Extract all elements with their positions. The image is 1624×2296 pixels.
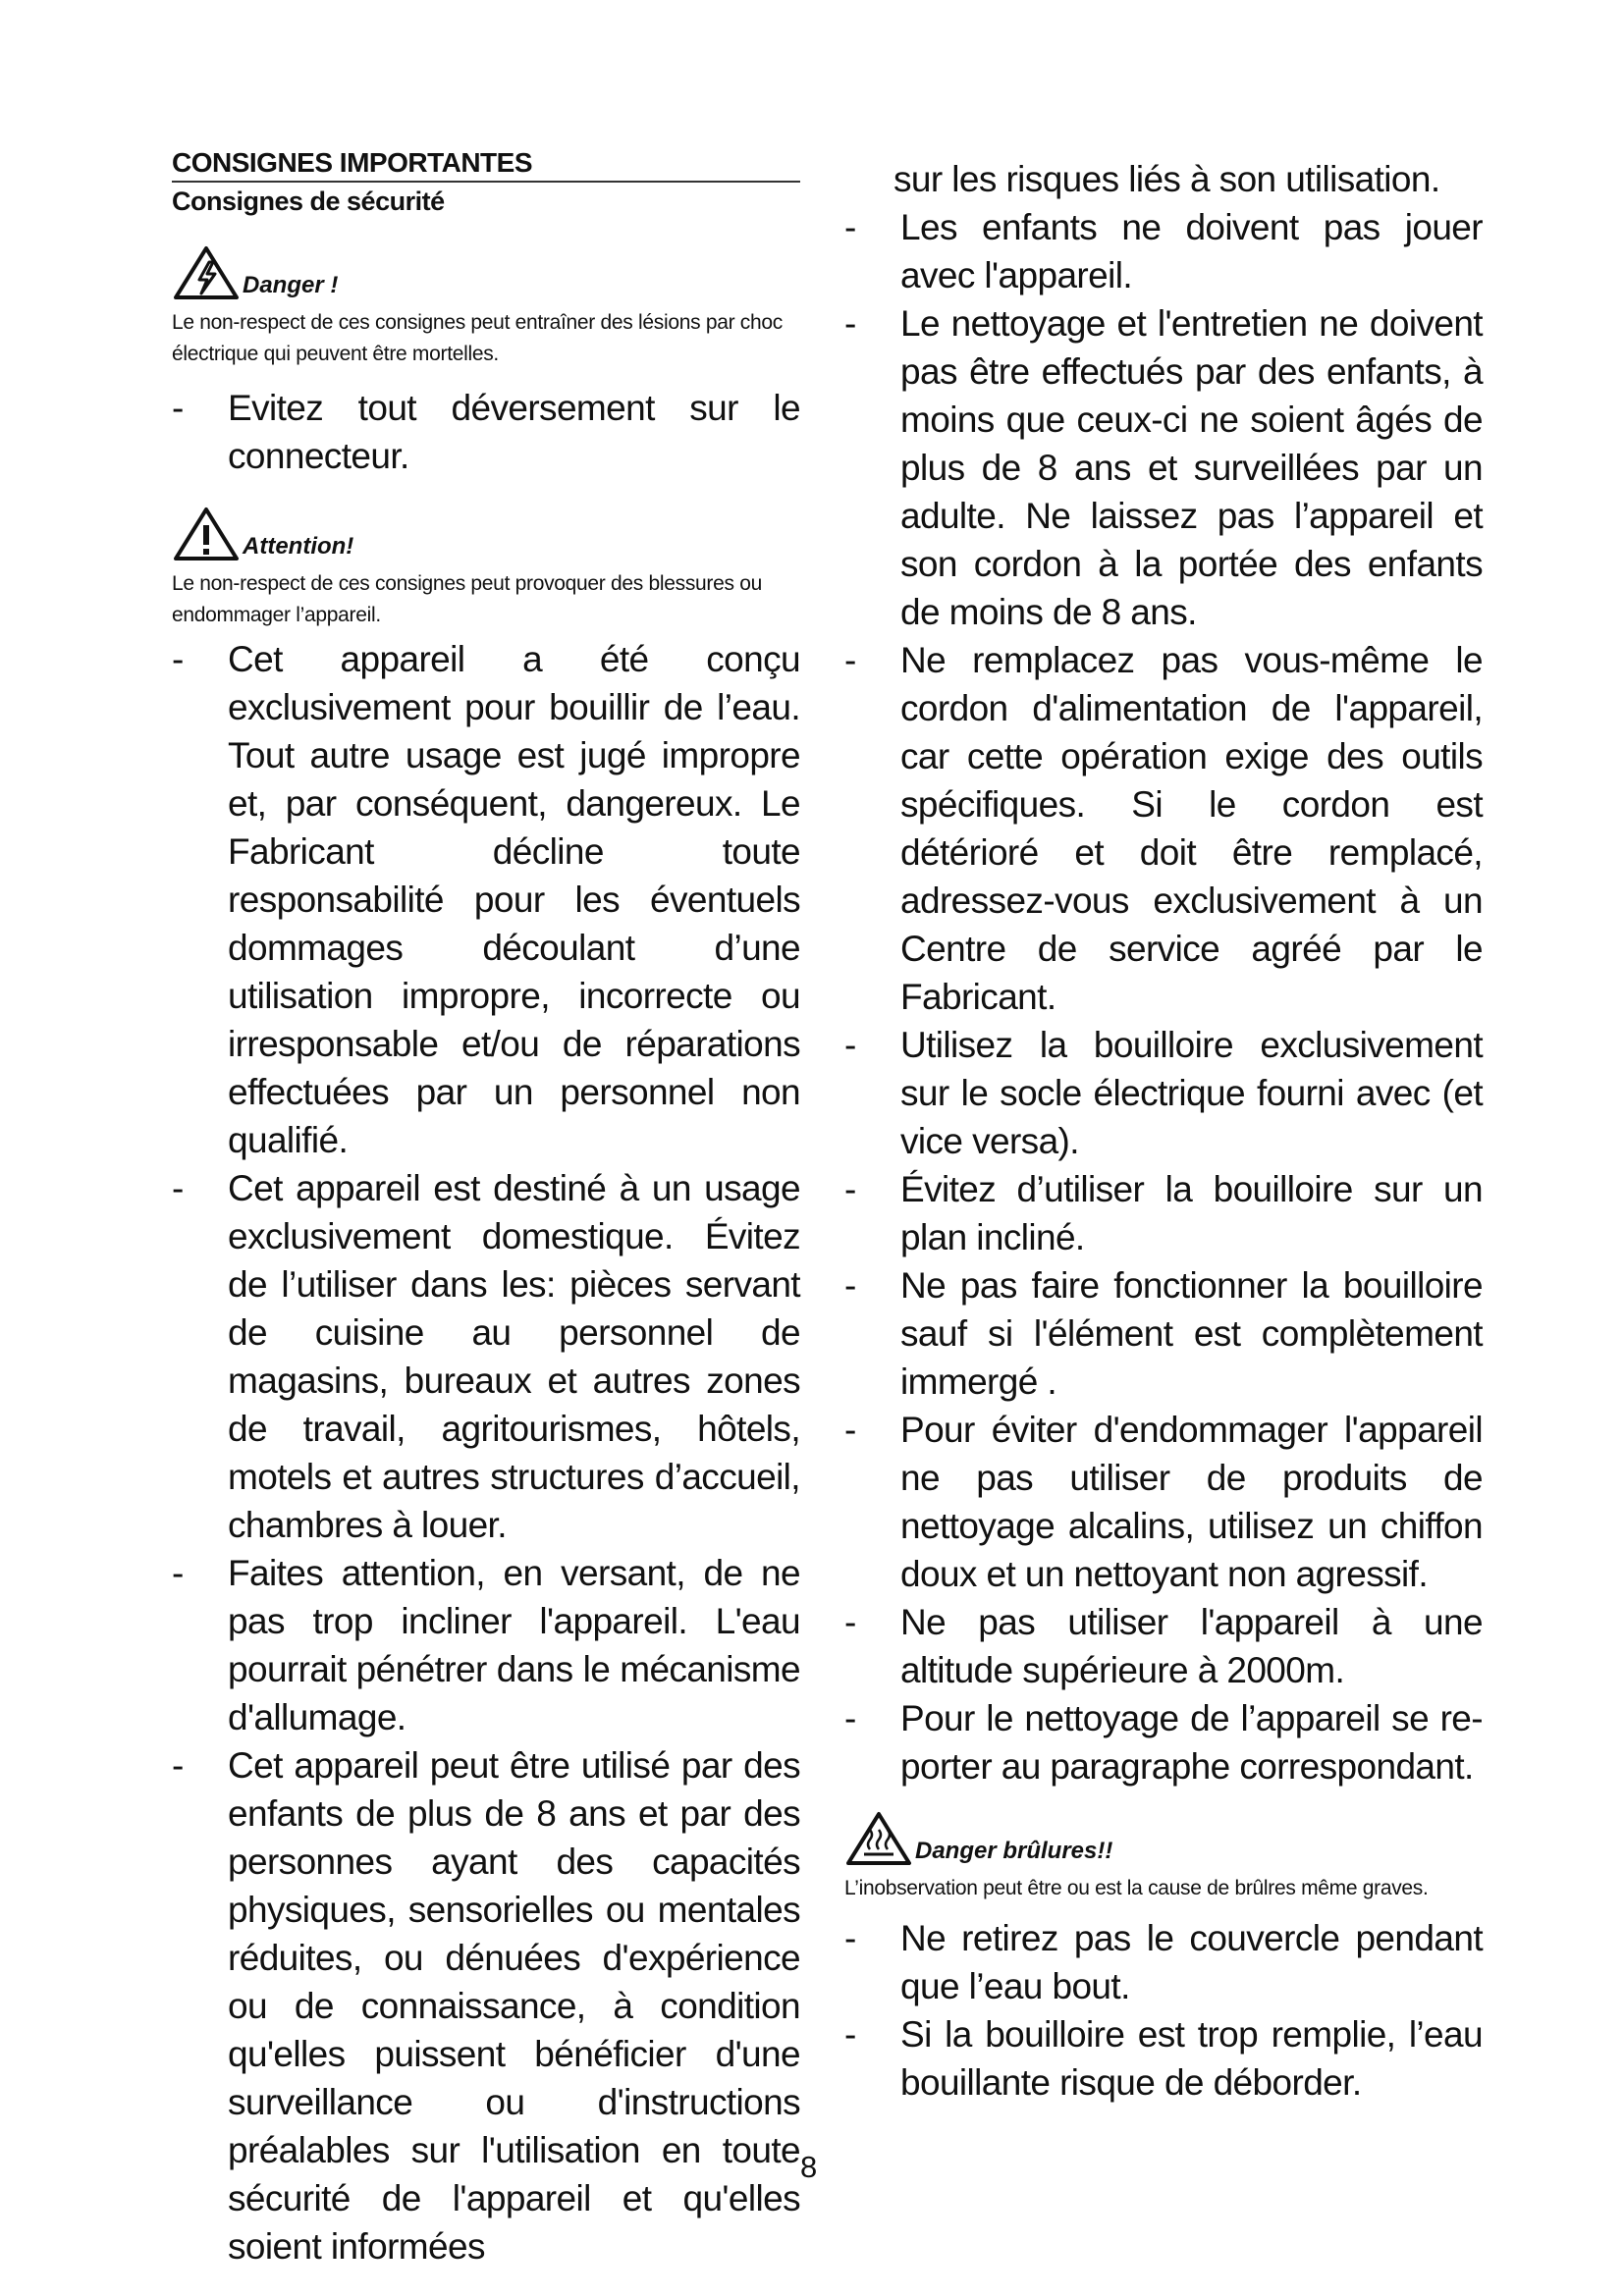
bullet-text: Pour le nettoyage de l’appareil se re-porter au paragraphe correspondant. [900, 1698, 1483, 1787]
bullet-dash: - [172, 1168, 184, 1208]
list-item [172, 1164, 800, 1549]
burn-text: L’inobservation peut être ou est la cause de brûlres même graves. [844, 1877, 1429, 1899]
bullet-dash: - [172, 1553, 184, 1593]
bullet-dash: - [844, 1918, 856, 1958]
bullet-dash: - [844, 1698, 856, 1738]
bullet-dash: - [844, 1410, 856, 1450]
bullet-text: Utilisez la bouilloire exclusivement sur le socle électrique fourni avec (et vice versa). [900, 1025, 1483, 1161]
safety-subtitle: Consignes de sécurité [172, 187, 445, 216]
danger-heading [172, 244, 800, 301]
bullet-dash: - [172, 1745, 184, 1786]
bullet-text: Faites attention, en versant, de ne pas trop incliner l'appareil. L'eau pourrait pénétrer dans le mécanisme d'allumage. [228, 1553, 800, 1737]
bullet-text: Pour éviter d'endommager l'appareil ne pas utiliser de produits de nettoyage alcalins, utilisez un chiffon doux et un nettoyant non agressif. [900, 1410, 1483, 1594]
list-item [172, 384, 800, 480]
bullet-dash: - [844, 303, 856, 344]
bullet-text: Ne pas utiliser l'appareil à une altitude supérieure à 2000m. [900, 1602, 1483, 1690]
list-item [172, 635, 800, 1164]
danger-text: Le non-respect de ces consignes peut entraîner des lésions par choc électrique qui peuvent être mortelles. [172, 311, 783, 365]
electric-shock-warning-icon [172, 244, 241, 301]
list-item [844, 1914, 1483, 2010]
burn-heading [844, 1810, 1483, 1867]
bullet-text: Cet appareil est destiné à un usage exclusivement domestique. Évitez de l’utiliser dans les: pièces servant de cuisine au personnel de magasins, bureaux et autres zones de travail, agritourismes, hôtels, motels et autres structures d’accueil, chambres à louer. [228, 1168, 800, 1545]
attention-text: Le non-respect de ces consignes peut provoquer des blessures ou endommager l’appareil. [172, 572, 762, 626]
bullet-text: Évitez d’utiliser la bouilloire sur un plan incliné. [900, 1169, 1483, 1257]
bullet-dash: - [172, 388, 184, 428]
hot-surface-warning-icon [844, 1810, 913, 1867]
bullet-dash: - [844, 1025, 856, 1065]
list-item [844, 1261, 1483, 1406]
bullet-dash: - [172, 639, 184, 679]
bullet-text: Ne retirez pas le couvercle pendant que l’eau bout. [900, 1918, 1483, 2006]
list-item [172, 1741, 800, 2270]
bullet-dash: - [844, 1602, 856, 1642]
bullet-dash: - [844, 640, 856, 680]
bullet-text: Evitez tout déversement sur le connecteur. [228, 388, 800, 476]
bullet-text: Si la bouilloire est trop remplie, l’eau bouillante risque de déborder. [900, 2014, 1483, 2103]
right-column [844, 155, 1483, 2107]
left-column [172, 147, 800, 2270]
danger-label: Danger ! [243, 272, 339, 298]
list-item [844, 1694, 1483, 1790]
list-item [844, 1406, 1483, 1598]
continuation-text: sur les risques liés à son utilisation. [893, 159, 1440, 199]
bullet-text: Ne pas faire fonctionner la bouilloire sauf si l'élément est complètement immergé . [900, 1265, 1483, 1402]
bullet-text: Les enfants ne doivent pas jouer avec l'appareil. [900, 207, 1483, 295]
bullet-text: Cet appareil peut être utilisé par des enfants de plus de 8 ans et par des personnes ayant des capacités physiques, sensorielles ou mentales réduites, ou dénuées d'expérience ou de connaissance, à condition qu'elles puissent bénéficier d'une surveillance ou d'instructions préalables sur l'utilisation en toute sécurité de l'appareil et qu'elles soient informées [228, 1745, 800, 2267]
attention-heading [172, 506, 800, 562]
bullet-dash: - [844, 2014, 856, 2055]
exclamation-warning-icon [172, 506, 241, 562]
list-item [844, 636, 1483, 1021]
bullet-dash: - [844, 207, 856, 247]
bullet-dash: - [844, 1265, 856, 1306]
attention-label: Attention! [243, 533, 354, 560]
burn-label: Danger brûlures!! [915, 1838, 1113, 1864]
list-item [844, 1598, 1483, 1694]
bullet-text: Le nettoyage et l'entretien ne doivent pas être effectués par des enfants, à moins que ceux-ci ne soient âgés de plus de 8 ans et surveillées par un adulte. Ne laissez pas l’appareil et son cordon à la portée des enfants de moins de 8 ans. [900, 303, 1483, 632]
list-item [172, 1549, 800, 1741]
list-item [844, 1021, 1483, 1165]
list-item [844, 203, 1483, 299]
list-item [844, 1165, 1483, 1261]
bullet-text: Ne remplacez pas vous-même le cordon d'alimentation de l'appareil, car cette opération exige des outils spécifiques. Si le cordon est détérioré et doit être remplacé, adressez-vous exclusivement à un Centre de service agréé par le Fabricant. [900, 640, 1483, 1017]
page-number: 8 [800, 2150, 818, 2184]
section-title: CONSIGNES IMPORTANTES [172, 147, 800, 183]
list-item [844, 299, 1483, 636]
bullet-dash: - [844, 1169, 856, 1209]
list-item [844, 2010, 1483, 2107]
bullet-text: Cet appareil a été conçu exclusivement pour bouillir de l’eau. Tout autre usage est jugé impropre et, par conséquent, dangereux. Le Fabricant décline toute responsabilité pour les éventuels dommages découlant d’une utilisation impropre, incorrecte ou irresponsable et/ou de réparations effectuées par un personnel non qualifié. [228, 639, 800, 1160]
